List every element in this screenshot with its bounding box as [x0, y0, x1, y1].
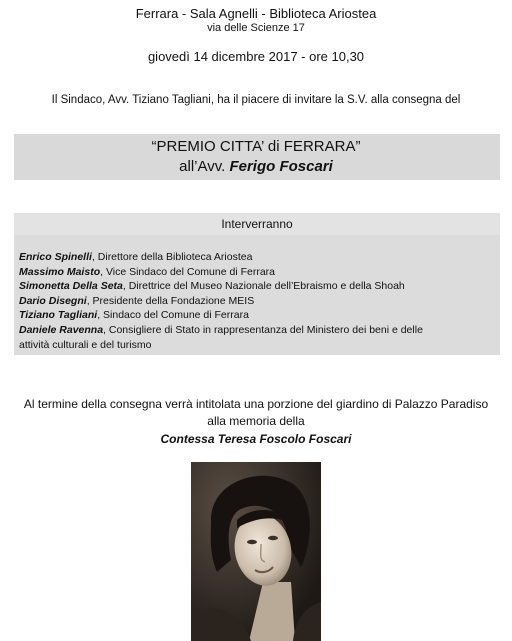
- speaker-item: [19, 308, 495, 323]
- speaker-item: [19, 250, 495, 265]
- speaker-item: [19, 323, 495, 338]
- event-date: giovedì 14 dicembre 2017 - ore 10,30: [147, 49, 365, 64]
- speaker-name: Dario Disegni: [19, 294, 87, 307]
- event-address: via delle Scienze 17: [207, 22, 305, 34]
- invitation-text: Il Sindaco, Avv. Tiziano Tagliani, ha il piacere di invitare la S.V. alla consegna del: [51, 94, 461, 106]
- award-title: “PREMIO CITTA’ di FERRARA”: [151, 138, 361, 155]
- speakers-list: [19, 250, 495, 352]
- closing-text: Al termine della consegna verrà intitolata una porzione del giardino di Palazzo Paradiso: [23, 397, 489, 411]
- speaker-role: , Consigliere di Stato in rappresentanza del Ministero dei beni e delle: [103, 323, 423, 336]
- speaker-item: [19, 265, 495, 280]
- recipient-prefix: all’Avv.: [179, 158, 230, 175]
- speakers-heading: Interverranno: [14, 213, 500, 235]
- event-venue: Ferrara - Sala Agnelli - Biblioteca Ariostea: [135, 6, 377, 21]
- speaker-item: [19, 279, 495, 294]
- speaker-role: attività culturali e del turismo: [19, 338, 152, 351]
- speaker-name: Enrico Spinelli: [19, 251, 92, 263]
- speaker-item: [19, 294, 495, 309]
- speaker-role: , Direttore della Biblioteca Ariostea: [91, 251, 253, 263]
- speaker-name: Daniele Ravenna: [19, 323, 104, 336]
- award-recipient: [0, 158, 512, 175]
- speaker-role: , Sindaco del Comune di Ferrara: [97, 309, 249, 322]
- speaker-role: , Vice Sindaco del Comune di Ferrara: [100, 265, 276, 278]
- speaker-role: , Direttrice del Museo Nazionale dell’Ebraismo e della Shoah: [122, 280, 405, 293]
- speaker-name: Tiziano Tagliani: [19, 309, 98, 322]
- portrait-image: [191, 462, 321, 641]
- speaker-name: Simonetta Della Seta: [19, 280, 123, 293]
- closing-text-2: alla memoria della: [207, 414, 305, 428]
- speaker-name: Massimo Maisto: [19, 265, 101, 278]
- portrait-photo: [191, 462, 321, 641]
- speaker-item: [19, 338, 495, 353]
- honoree-name: Contessa Teresa Foscolo Foscari: [160, 432, 352, 446]
- speaker-role: , Presidente della Fondazione MEIS: [86, 294, 255, 307]
- recipient-name: Ferigo Foscari: [229, 158, 333, 175]
